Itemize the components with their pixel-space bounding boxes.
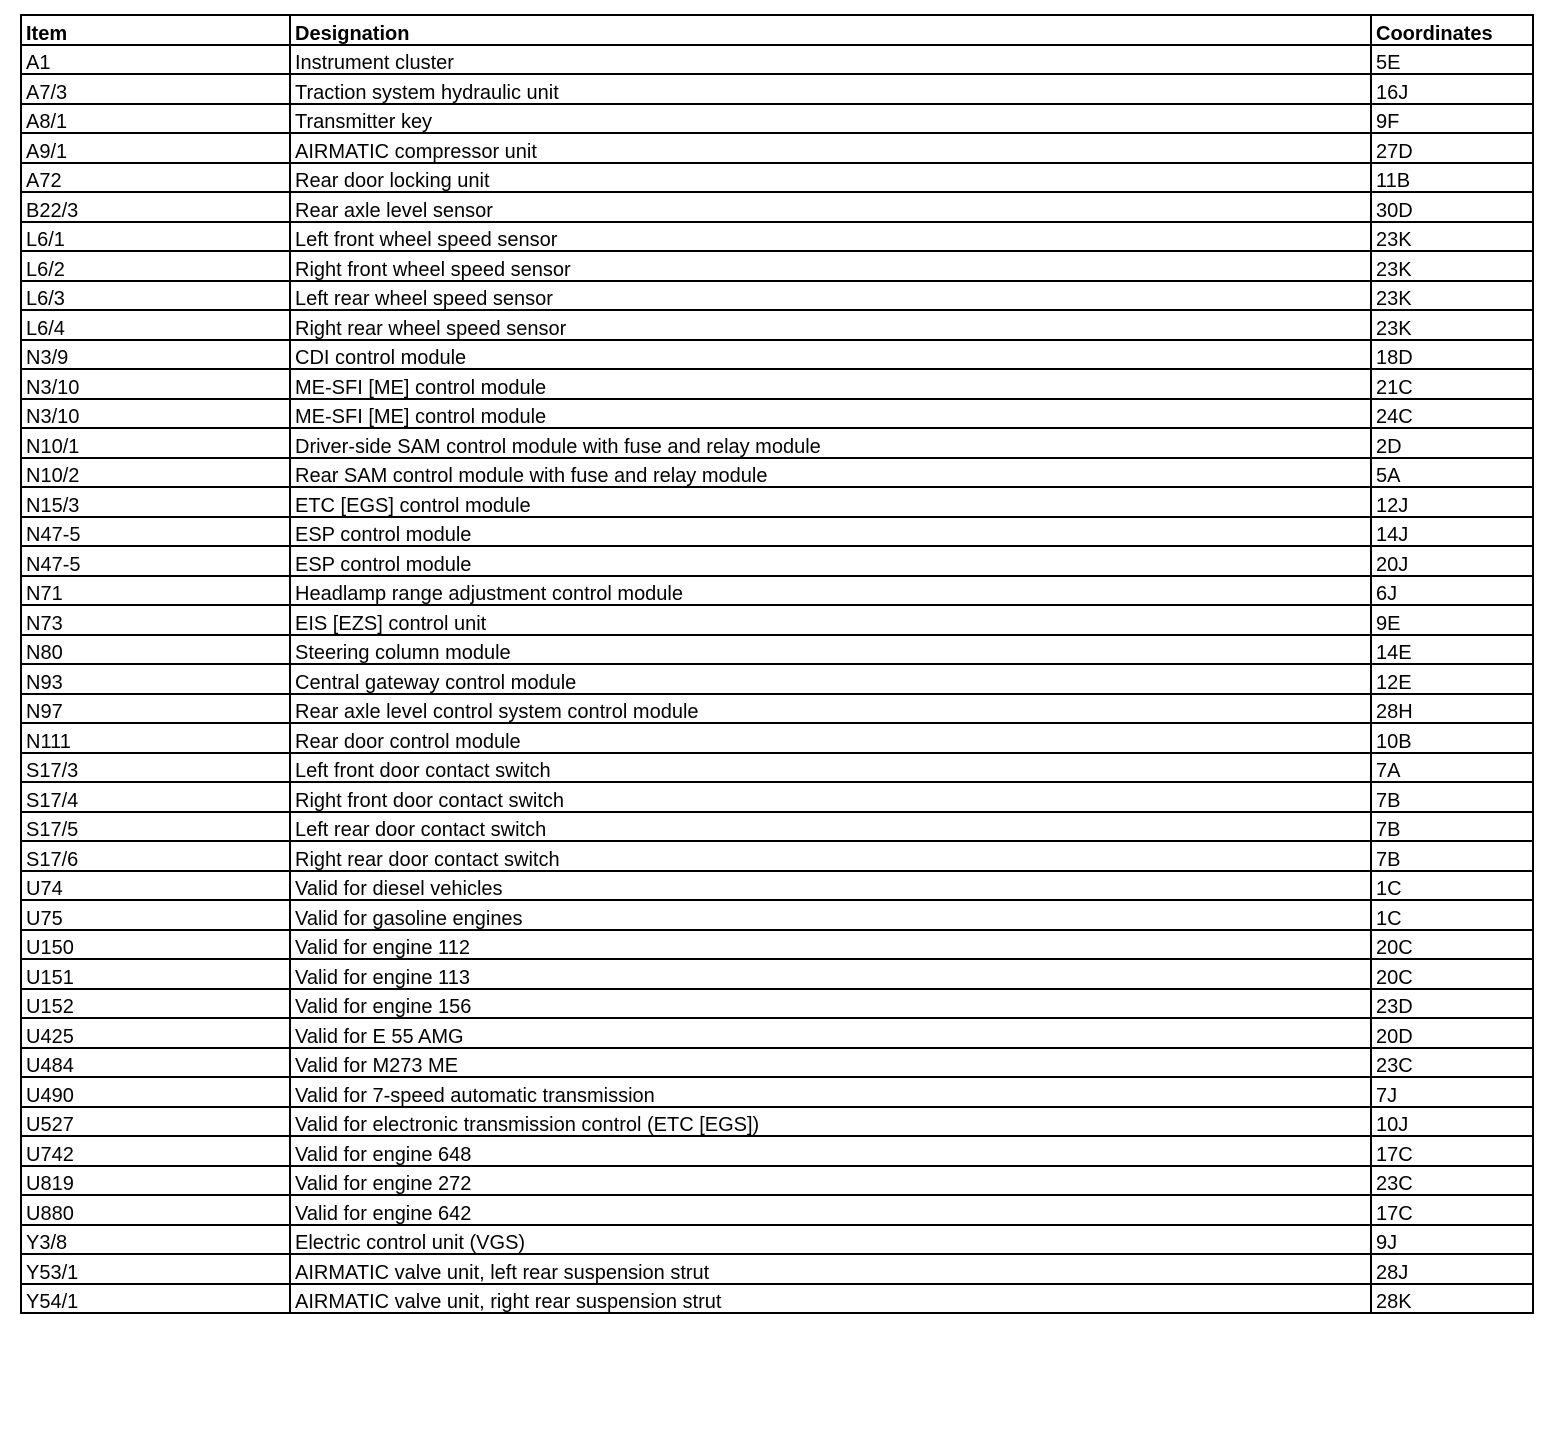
coordinates-cell: 10B (1371, 723, 1533, 753)
table-row (21, 1254, 1533, 1284)
item-cell: L6/3 (21, 281, 290, 311)
item-cell: Y54/1 (21, 1284, 290, 1314)
table-row (21, 635, 1533, 665)
coordinates-cell: 11B (1371, 163, 1533, 193)
coordinates-cell: 20D (1371, 1018, 1533, 1048)
coordinates-cell: 27D (1371, 133, 1533, 163)
table-row (21, 251, 1533, 281)
item-cell: U152 (21, 989, 290, 1019)
item-cell: L6/4 (21, 310, 290, 340)
table-row (21, 1077, 1533, 1107)
designation-cell: ME-SFI [ME] control module (290, 369, 1371, 399)
table-row (21, 959, 1533, 989)
item-cell: A72 (21, 163, 290, 193)
item-cell: S17/6 (21, 841, 290, 871)
designation-cell: ESP control module (290, 517, 1371, 547)
item-cell: B22/3 (21, 192, 290, 222)
item-cell: N73 (21, 605, 290, 635)
item-cell: U425 (21, 1018, 290, 1048)
coordinates-cell: 20C (1371, 959, 1533, 989)
designation-cell: Right rear wheel speed sensor (290, 310, 1371, 340)
designation-cell: Left rear wheel speed sensor (290, 281, 1371, 311)
designation-cell: Left rear door contact switch (290, 812, 1371, 842)
coordinates-cell: 17C (1371, 1136, 1533, 1166)
designation-cell: Driver-side SAM control module with fuse and relay module (290, 428, 1371, 458)
table-row (21, 517, 1533, 547)
designation-cell: Left front wheel speed sensor (290, 222, 1371, 252)
table-row (21, 1048, 1533, 1078)
item-cell: U150 (21, 930, 290, 960)
item-cell: Y3/8 (21, 1225, 290, 1255)
item-cell: N3/10 (21, 399, 290, 429)
designation-cell: Right front door contact switch (290, 782, 1371, 812)
header-row (21, 15, 1533, 45)
designation-cell: CDI control module (290, 340, 1371, 370)
item-cell: L6/1 (21, 222, 290, 252)
table-row (21, 369, 1533, 399)
coordinates-cell: 16J (1371, 74, 1533, 104)
table-row (21, 989, 1533, 1019)
table-row (21, 900, 1533, 930)
coordinates-cell: 28H (1371, 694, 1533, 724)
designation-cell: AIRMATIC valve unit, left rear suspension strut (290, 1254, 1371, 1284)
item-cell: N97 (21, 694, 290, 724)
table-row (21, 104, 1533, 134)
item-cell: U75 (21, 900, 290, 930)
coordinates-cell: 20C (1371, 930, 1533, 960)
table-row (21, 74, 1533, 104)
item-cell: U880 (21, 1195, 290, 1225)
table-row (21, 1107, 1533, 1137)
table-row (21, 487, 1533, 517)
designation-cell: Valid for engine 272 (290, 1166, 1371, 1196)
coordinates-cell: 28K (1371, 1284, 1533, 1314)
designation-cell: Rear door control module (290, 723, 1371, 753)
item-cell: N47-5 (21, 546, 290, 576)
table-row (21, 192, 1533, 222)
coordinates-cell: 1C (1371, 900, 1533, 930)
designation-cell: Headlamp range adjustment control module (290, 576, 1371, 606)
table-row (21, 163, 1533, 193)
item-cell: S17/3 (21, 753, 290, 783)
designation-cell: AIRMATIC valve unit, right rear suspension strut (290, 1284, 1371, 1314)
coordinates-cell: 23C (1371, 1166, 1533, 1196)
table-row (21, 546, 1533, 576)
coordinates-cell: 20J (1371, 546, 1533, 576)
designation-cell: Valid for engine 112 (290, 930, 1371, 960)
table-row (21, 1136, 1533, 1166)
item-cell: N80 (21, 635, 290, 665)
designation-cell: Traction system hydraulic unit (290, 74, 1371, 104)
coordinates-cell: 10J (1371, 1107, 1533, 1137)
coordinates-cell: 14E (1371, 635, 1533, 665)
coordinates-cell: 9F (1371, 104, 1533, 134)
coordinates-cell: 1C (1371, 871, 1533, 901)
item-cell: N15/3 (21, 487, 290, 517)
item-cell: N111 (21, 723, 290, 753)
table-row (21, 576, 1533, 606)
designation-cell: Rear SAM control module with fuse and relay module (290, 458, 1371, 488)
item-cell: U819 (21, 1166, 290, 1196)
item-cell: S17/5 (21, 812, 290, 842)
table-row (21, 1166, 1533, 1196)
coordinates-cell: 7J (1371, 1077, 1533, 1107)
designation-cell: Valid for electronic transmission control (ETC [EGS]) (290, 1107, 1371, 1137)
designation-cell: Transmitter key (290, 104, 1371, 134)
coordinates-cell: 7B (1371, 812, 1533, 842)
designation-cell: Valid for engine 156 (290, 989, 1371, 1019)
table-row (21, 753, 1533, 783)
item-cell: Y53/1 (21, 1254, 290, 1284)
coordinates-cell: 24C (1371, 399, 1533, 429)
coordinates-cell: 5E (1371, 45, 1533, 75)
item-cell: A9/1 (21, 133, 290, 163)
designation-cell: AIRMATIC compressor unit (290, 133, 1371, 163)
coordinates-cell: 2D (1371, 428, 1533, 458)
item-cell: N10/1 (21, 428, 290, 458)
coordinates-cell: 5A (1371, 458, 1533, 488)
item-cell: U151 (21, 959, 290, 989)
designation-cell: Right rear door contact switch (290, 841, 1371, 871)
item-cell: L6/2 (21, 251, 290, 281)
table-body (21, 45, 1533, 1314)
designation-cell: EIS [EZS] control unit (290, 605, 1371, 635)
item-cell: S17/4 (21, 782, 290, 812)
table-row (21, 428, 1533, 458)
designation-cell: Rear axle level control system control module (290, 694, 1371, 724)
coordinates-cell: 6J (1371, 576, 1533, 606)
designation-cell: Valid for engine 113 (290, 959, 1371, 989)
designation-cell: Valid for M273 ME (290, 1048, 1371, 1078)
designation-cell: Valid for gasoline engines (290, 900, 1371, 930)
coordinates-cell: 23K (1371, 281, 1533, 311)
table-row (21, 723, 1533, 753)
table-row (21, 605, 1533, 635)
coordinates-cell: 30D (1371, 192, 1533, 222)
item-cell: N93 (21, 664, 290, 694)
item-cell: A8/1 (21, 104, 290, 134)
designation-cell: Right front wheel speed sensor (290, 251, 1371, 281)
designation-cell: Valid for E 55 AMG (290, 1018, 1371, 1048)
designation-cell: ME-SFI [ME] control module (290, 399, 1371, 429)
table-row (21, 310, 1533, 340)
coordinates-cell: 23C (1371, 1048, 1533, 1078)
table-row (21, 1018, 1533, 1048)
table-row (21, 340, 1533, 370)
designation-column-header: Designation (290, 15, 1371, 45)
designation-cell: Central gateway control module (290, 664, 1371, 694)
coordinates-cell: 23K (1371, 251, 1533, 281)
item-cell: A7/3 (21, 74, 290, 104)
item-cell: U490 (21, 1077, 290, 1107)
designation-cell: ETC [EGS] control module (290, 487, 1371, 517)
item-cell: N71 (21, 576, 290, 606)
coordinates-cell: 23K (1371, 310, 1533, 340)
coordinates-cell: 18D (1371, 340, 1533, 370)
coordinates-cell: 7A (1371, 753, 1533, 783)
table-row (21, 281, 1533, 311)
designation-cell: Valid for diesel vehicles (290, 871, 1371, 901)
coordinates-cell: 7B (1371, 841, 1533, 871)
designation-cell: Valid for engine 642 (290, 1195, 1371, 1225)
component-legend-table (20, 14, 1534, 1314)
table-row (21, 222, 1533, 252)
item-cell: N3/9 (21, 340, 290, 370)
item-cell: N3/10 (21, 369, 290, 399)
coordinates-cell: 28J (1371, 1254, 1533, 1284)
coordinates-cell: 12E (1371, 664, 1533, 694)
table-row (21, 1284, 1533, 1314)
table-row (21, 841, 1533, 871)
table-row (21, 1195, 1533, 1225)
table-row (21, 782, 1533, 812)
table-row (21, 812, 1533, 842)
coordinates-cell: 23K (1371, 222, 1533, 252)
designation-cell: ESP control module (290, 546, 1371, 576)
coordinates-cell: 7B (1371, 782, 1533, 812)
table-row (21, 45, 1533, 75)
designation-cell: Left front door contact switch (290, 753, 1371, 783)
table-row (21, 1225, 1533, 1255)
item-cell: U527 (21, 1107, 290, 1137)
designation-cell: Rear door locking unit (290, 163, 1371, 193)
item-cell: N47-5 (21, 517, 290, 547)
item-cell: U484 (21, 1048, 290, 1078)
coordinates-cell: 12J (1371, 487, 1533, 517)
coordinates-column-header: Coordinates (1371, 15, 1533, 45)
item-cell: N10/2 (21, 458, 290, 488)
designation-cell: Valid for 7-speed automatic transmission (290, 1077, 1371, 1107)
table-row (21, 458, 1533, 488)
item-cell: U742 (21, 1136, 290, 1166)
designation-cell: Electric control unit (VGS) (290, 1225, 1371, 1255)
designation-cell: Instrument cluster (290, 45, 1371, 75)
table-row (21, 930, 1533, 960)
coordinates-cell: 9J (1371, 1225, 1533, 1255)
coordinates-cell: 9E (1371, 605, 1533, 635)
designation-cell: Rear axle level sensor (290, 192, 1371, 222)
item-cell: A1 (21, 45, 290, 75)
designation-cell: Valid for engine 648 (290, 1136, 1371, 1166)
coordinates-cell: 23D (1371, 989, 1533, 1019)
table-row (21, 133, 1533, 163)
table-row (21, 664, 1533, 694)
designation-cell: Steering column module (290, 635, 1371, 665)
item-cell: U74 (21, 871, 290, 901)
table-row (21, 871, 1533, 901)
item-column-header: Item (21, 15, 290, 45)
table-row (21, 399, 1533, 429)
table-row (21, 694, 1533, 724)
coordinates-cell: 17C (1371, 1195, 1533, 1225)
coordinates-cell: 21C (1371, 369, 1533, 399)
coordinates-cell: 14J (1371, 517, 1533, 547)
